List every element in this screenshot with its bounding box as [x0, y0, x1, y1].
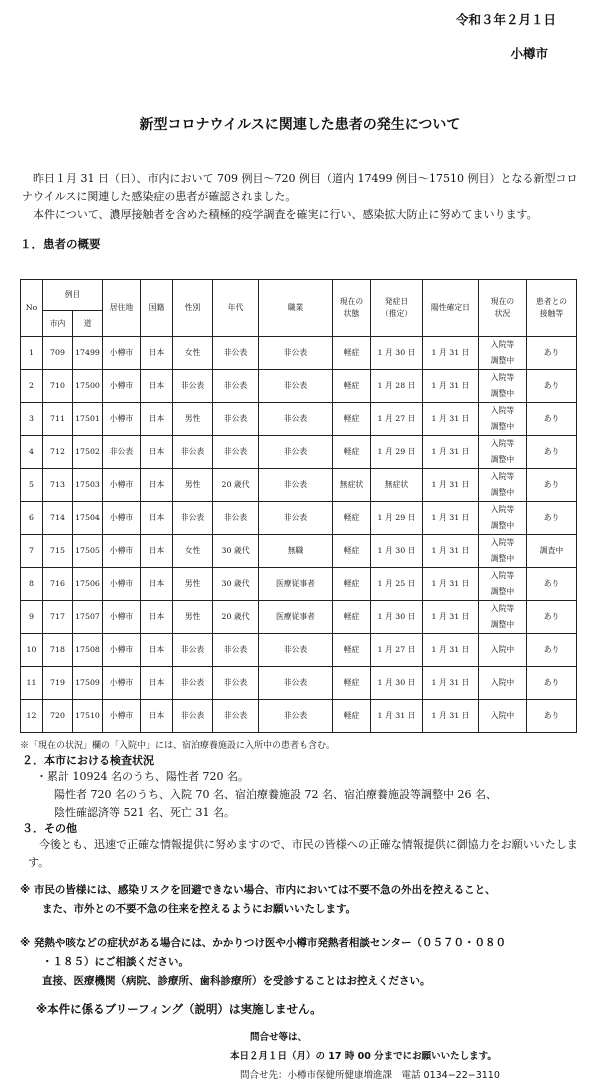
- table-note: ※「現在の状況」欄の「入院中」には、宿泊療養施設に入所中の患者も含む。: [20, 741, 336, 751]
- cell-city-case: 717: [43, 601, 73, 634]
- cell-condition: 軽症: [333, 436, 371, 469]
- cell-no: 4: [21, 436, 43, 469]
- section-1-heading: １．患者の概要: [20, 237, 101, 251]
- cell-positive-date: 1 月 31 日: [423, 502, 479, 535]
- notice-symptoms: [20, 934, 585, 991]
- cell-no: 6: [21, 502, 43, 535]
- cell-hokkaido-case: 17499: [73, 337, 103, 370]
- table-row: [21, 436, 577, 469]
- cell-onset: 無症状: [371, 469, 423, 502]
- notice-symptoms-line-3: 直接、医療機関（病院、診療所、歯科診療所）を受診することはお控えください。: [42, 975, 431, 987]
- header-contact: 患者との接触等: [527, 280, 577, 337]
- cell-nationality: 日本: [141, 502, 173, 535]
- cell-contact: あり: [527, 436, 577, 469]
- briefing-notice: ※本件に係るブリーフィング（説明）は実施しません。: [36, 1002, 322, 1016]
- header-sex: 性別: [173, 280, 213, 337]
- cell-nationality: 日本: [141, 436, 173, 469]
- cell-city-case: 710: [43, 370, 73, 403]
- cell-condition: 軽症: [333, 601, 371, 634]
- header-case: 例目: [43, 280, 103, 311]
- cell-city-case: 716: [43, 568, 73, 601]
- header-hokkaido-case: 道: [73, 311, 103, 337]
- issuer-name: 小樽市: [510, 46, 548, 61]
- cell-no: 8: [21, 568, 43, 601]
- cell-age: 非公表: [213, 700, 259, 733]
- cell-age: 非公表: [213, 337, 259, 370]
- cell-residence: 小樽市: [103, 337, 141, 370]
- header-no: No: [21, 280, 43, 337]
- cell-residence: 小樽市: [103, 568, 141, 601]
- cell-occupation: 非公表: [259, 634, 333, 667]
- cell-nationality: 日本: [141, 403, 173, 436]
- section-2-heading: ２．本市における検査状況: [22, 754, 154, 767]
- cell-nationality: 日本: [141, 634, 173, 667]
- cell-residence: 小樽市: [103, 469, 141, 502]
- notice-outings-line-1: ※ 市民の皆様には、感染リスクを回避できない場合、市内においては不要不急の外出を控えること、: [20, 884, 496, 896]
- cell-no: 5: [21, 469, 43, 502]
- cell-condition: 軽症: [333, 700, 371, 733]
- cell-onset: 1 月 28 日: [371, 370, 423, 403]
- cell-residence: 小樽市: [103, 667, 141, 700]
- cell-condition: 軽症: [333, 568, 371, 601]
- contact-info: [230, 1028, 500, 1085]
- table-row: [21, 700, 577, 733]
- cell-occupation: 非公表: [259, 667, 333, 700]
- cell-age: 20 歳代: [213, 601, 259, 634]
- cell-city-case: 715: [43, 535, 73, 568]
- cell-occupation: 非公表: [259, 403, 333, 436]
- cell-contact: あり: [527, 403, 577, 436]
- cell-residence: 小樽市: [103, 601, 141, 634]
- cell-onset: 1 月 27 日: [371, 634, 423, 667]
- cell-residence: 小樽市: [103, 535, 141, 568]
- cell-contact: 調査中: [527, 535, 577, 568]
- testing-breakdown-line-2: 陰性確認済等 521 名、死亡 31 名。: [54, 806, 235, 819]
- cell-sex: 非公表: [173, 667, 213, 700]
- cell-no: 1: [21, 337, 43, 370]
- cell-nationality: 日本: [141, 337, 173, 370]
- cell-condition: 軽症: [333, 337, 371, 370]
- cell-occupation: 無職: [259, 535, 333, 568]
- cell-occupation: 医療従事者: [259, 568, 333, 601]
- cell-nationality: 日本: [141, 700, 173, 733]
- cell-residence: 小樽市: [103, 370, 141, 403]
- cell-nationality: 日本: [141, 370, 173, 403]
- table-row: [21, 601, 577, 634]
- cell-status: 入院等調整中: [479, 568, 527, 601]
- cell-status: 入院等調整中: [479, 370, 527, 403]
- cell-positive-date: 1 月 31 日: [423, 535, 479, 568]
- notice-outings: [20, 881, 580, 919]
- cell-contact: あり: [527, 469, 577, 502]
- cell-hokkaido-case: 17502: [73, 436, 103, 469]
- cell-sex: 女性: [173, 337, 213, 370]
- cell-age: 20 歳代: [213, 469, 259, 502]
- cell-contact: あり: [527, 634, 577, 667]
- cell-contact: あり: [527, 568, 577, 601]
- cell-sex: 男性: [173, 469, 213, 502]
- section-3-body: [28, 836, 580, 872]
- header-occupation: 職業: [259, 280, 333, 337]
- cell-status: 入院等調整中: [479, 403, 527, 436]
- cell-city-case: 712: [43, 436, 73, 469]
- cell-onset: 1 月 30 日: [371, 337, 423, 370]
- cell-sex: 非公表: [173, 370, 213, 403]
- cell-residence: 小樽市: [103, 403, 141, 436]
- section-3-heading: ３．その他: [22, 822, 77, 835]
- cell-sex: 男性: [173, 568, 213, 601]
- cell-onset: 1 月 29 日: [371, 502, 423, 535]
- cell-city-case: 714: [43, 502, 73, 535]
- intro-paragraph-1: 昨日１月 31 日（日）、市内において 709 例目～720 例目（道内 17499 例目～17510 例目）となる新型コロナウイルスに関連した感染症の患者が確認されました。: [22, 172, 578, 203]
- table-row: [21, 337, 577, 370]
- cell-city-case: 713: [43, 469, 73, 502]
- cell-city-case: 719: [43, 667, 73, 700]
- cell-age: 30 歳代: [213, 535, 259, 568]
- intro-paragraph-2: 本件について、濃厚接触者を含めた積極的疫学調査を確実に行い、感染拡大防止に努めてまいります。: [33, 208, 538, 221]
- contact-deadline: 本日２月１日（月）の 17 時 00 分までにお願いいたします。: [230, 1051, 497, 1062]
- cell-status: 入院中: [479, 634, 527, 667]
- cell-hokkaido-case: 17504: [73, 502, 103, 535]
- cell-sex: 女性: [173, 535, 213, 568]
- cell-contact: あり: [527, 667, 577, 700]
- cell-positive-date: 1 月 31 日: [423, 370, 479, 403]
- cell-hokkaido-case: 17510: [73, 700, 103, 733]
- cell-age: 非公表: [213, 370, 259, 403]
- patient-table: [20, 279, 577, 733]
- cell-hokkaido-case: 17506: [73, 568, 103, 601]
- cell-city-case: 718: [43, 634, 73, 667]
- cell-age: 非公表: [213, 502, 259, 535]
- cell-onset: 1 月 30 日: [371, 601, 423, 634]
- cell-positive-date: 1 月 31 日: [423, 337, 479, 370]
- cell-onset: 1 月 27 日: [371, 403, 423, 436]
- document-title: 新型コロナウイルスに関連した患者の発生について: [139, 117, 461, 133]
- header-city-case: 市内: [43, 311, 73, 337]
- cell-status: 入院等調整中: [479, 502, 527, 535]
- cell-occupation: 医療従事者: [259, 601, 333, 634]
- cell-no: 3: [21, 403, 43, 436]
- cell-residence: 小樽市: [103, 634, 141, 667]
- table-row: [21, 634, 577, 667]
- cell-sex: 男性: [173, 601, 213, 634]
- cell-onset: 1 月 30 日: [371, 667, 423, 700]
- table-row: [21, 568, 577, 601]
- table-row: [21, 469, 577, 502]
- cell-status: 入院等調整中: [479, 601, 527, 634]
- cell-age: 非公表: [213, 436, 259, 469]
- cell-condition: 軽症: [333, 502, 371, 535]
- cell-condition: 軽症: [333, 667, 371, 700]
- cell-positive-date: 1 月 31 日: [423, 700, 479, 733]
- cell-sex: 非公表: [173, 700, 213, 733]
- cell-age: 30 歳代: [213, 568, 259, 601]
- cell-no: 9: [21, 601, 43, 634]
- cell-condition: 軽症: [333, 634, 371, 667]
- cell-sex: 非公表: [173, 436, 213, 469]
- cell-condition: 軽症: [333, 370, 371, 403]
- table-row: [21, 535, 577, 568]
- cell-age: 非公表: [213, 634, 259, 667]
- cell-occupation: 非公表: [259, 436, 333, 469]
- cell-hokkaido-case: 17509: [73, 667, 103, 700]
- cell-positive-date: 1 月 31 日: [423, 469, 479, 502]
- cell-residence: 非公表: [103, 436, 141, 469]
- cell-status: 入院等調整中: [479, 337, 527, 370]
- cell-hokkaido-case: 17503: [73, 469, 103, 502]
- cell-status: 入院中: [479, 667, 527, 700]
- cell-hokkaido-case: 17508: [73, 634, 103, 667]
- section-2-body: [36, 768, 497, 822]
- cell-city-case: 709: [43, 337, 73, 370]
- cell-no: 11: [21, 667, 43, 700]
- cell-nationality: 日本: [141, 535, 173, 568]
- contact-phone: 問合せ先：小樽市保健所健康増進課 電話 0134−22−3110: [240, 1070, 500, 1081]
- contact-line-1: 問合せ等は、: [250, 1032, 308, 1043]
- cell-occupation: 非公表: [259, 700, 333, 733]
- table-row: [21, 370, 577, 403]
- cell-age: 非公表: [213, 403, 259, 436]
- cell-contact: あり: [527, 700, 577, 733]
- cell-sex: 男性: [173, 403, 213, 436]
- cell-contact: あり: [527, 502, 577, 535]
- cell-positive-date: 1 月 31 日: [423, 403, 479, 436]
- cell-condition: 無症状: [333, 469, 371, 502]
- cell-status: 入院等調整中: [479, 535, 527, 568]
- testing-breakdown-line: 陽性者 720 名のうち、入院 70 名、宿泊療養施設 72 名、宿泊療養施設等調整中 26 名、: [54, 788, 497, 801]
- header-onset: 発症日（推定）: [371, 280, 423, 337]
- cell-residence: 小樽市: [103, 502, 141, 535]
- cell-nationality: 日本: [141, 469, 173, 502]
- cell-positive-date: 1 月 31 日: [423, 436, 479, 469]
- cell-hokkaido-case: 17505: [73, 535, 103, 568]
- cell-occupation: 非公表: [259, 370, 333, 403]
- intro-text: [22, 170, 582, 224]
- cell-sex: 非公表: [173, 502, 213, 535]
- table-row: [21, 667, 577, 700]
- cell-sex: 非公表: [173, 634, 213, 667]
- notice-symptoms-line-2: ・１８５）にご相談ください。: [42, 956, 189, 968]
- cell-positive-date: 1 月 31 日: [423, 601, 479, 634]
- cell-nationality: 日本: [141, 667, 173, 700]
- cell-occupation: 非公表: [259, 502, 333, 535]
- cell-hokkaido-case: 17500: [73, 370, 103, 403]
- testing-total-line: ・累計 10924 名のうち、陽性者 720 名。: [36, 770, 249, 783]
- header-status: 現在の状況: [479, 280, 527, 337]
- table-row: [21, 502, 577, 535]
- section-3-paragraph: 今後とも、迅速で正確な情報提供に努めますので、市民の皆様への正確な情報提供に御協力をお願いいたします。: [28, 838, 578, 869]
- cell-onset: 1 月 25 日: [371, 568, 423, 601]
- cell-positive-date: 1 月 31 日: [423, 667, 479, 700]
- cell-nationality: 日本: [141, 568, 173, 601]
- header-condition: 現在の状態: [333, 280, 371, 337]
- cell-age: 非公表: [213, 667, 259, 700]
- cell-status: 入院等調整中: [479, 436, 527, 469]
- cell-onset: 1 月 30 日: [371, 535, 423, 568]
- table-row: [21, 403, 577, 436]
- cell-contact: あり: [527, 370, 577, 403]
- cell-hokkaido-case: 17501: [73, 403, 103, 436]
- cell-condition: 軽症: [333, 535, 371, 568]
- cell-occupation: 非公表: [259, 469, 333, 502]
- document-date: 令和３年２月１日: [455, 12, 556, 27]
- cell-contact: あり: [527, 337, 577, 370]
- notice-outings-line-2: また、市外との不要不急の往来を控えるようにお願いいたします。: [42, 903, 357, 915]
- cell-status: 入院中: [479, 700, 527, 733]
- cell-no: 7: [21, 535, 43, 568]
- cell-positive-date: 1 月 31 日: [423, 568, 479, 601]
- cell-no: 12: [21, 700, 43, 733]
- cell-onset: 1 月 31 日: [371, 700, 423, 733]
- header-residence: 居住地: [103, 280, 141, 337]
- cell-contact: あり: [527, 601, 577, 634]
- cell-status: 入院等調整中: [479, 469, 527, 502]
- header-age: 年代: [213, 280, 259, 337]
- cell-occupation: 非公表: [259, 337, 333, 370]
- cell-nationality: 日本: [141, 601, 173, 634]
- header-positive-date: 陽性確定日: [423, 280, 479, 337]
- cell-no: 2: [21, 370, 43, 403]
- cell-residence: 小樽市: [103, 700, 141, 733]
- cell-no: 10: [21, 634, 43, 667]
- cell-city-case: 720: [43, 700, 73, 733]
- cell-condition: 軽症: [333, 403, 371, 436]
- cell-positive-date: 1 月 31 日: [423, 634, 479, 667]
- header-nationality: 国籍: [141, 280, 173, 337]
- cell-onset: 1 月 29 日: [371, 436, 423, 469]
- cell-hokkaido-case: 17507: [73, 601, 103, 634]
- cell-city-case: 711: [43, 403, 73, 436]
- notice-symptoms-line-1: ※ 発熱や咳などの症状がある場合には、かかりつけ医や小樽市発熱者相談センター（０５７０・０８０: [20, 937, 506, 949]
